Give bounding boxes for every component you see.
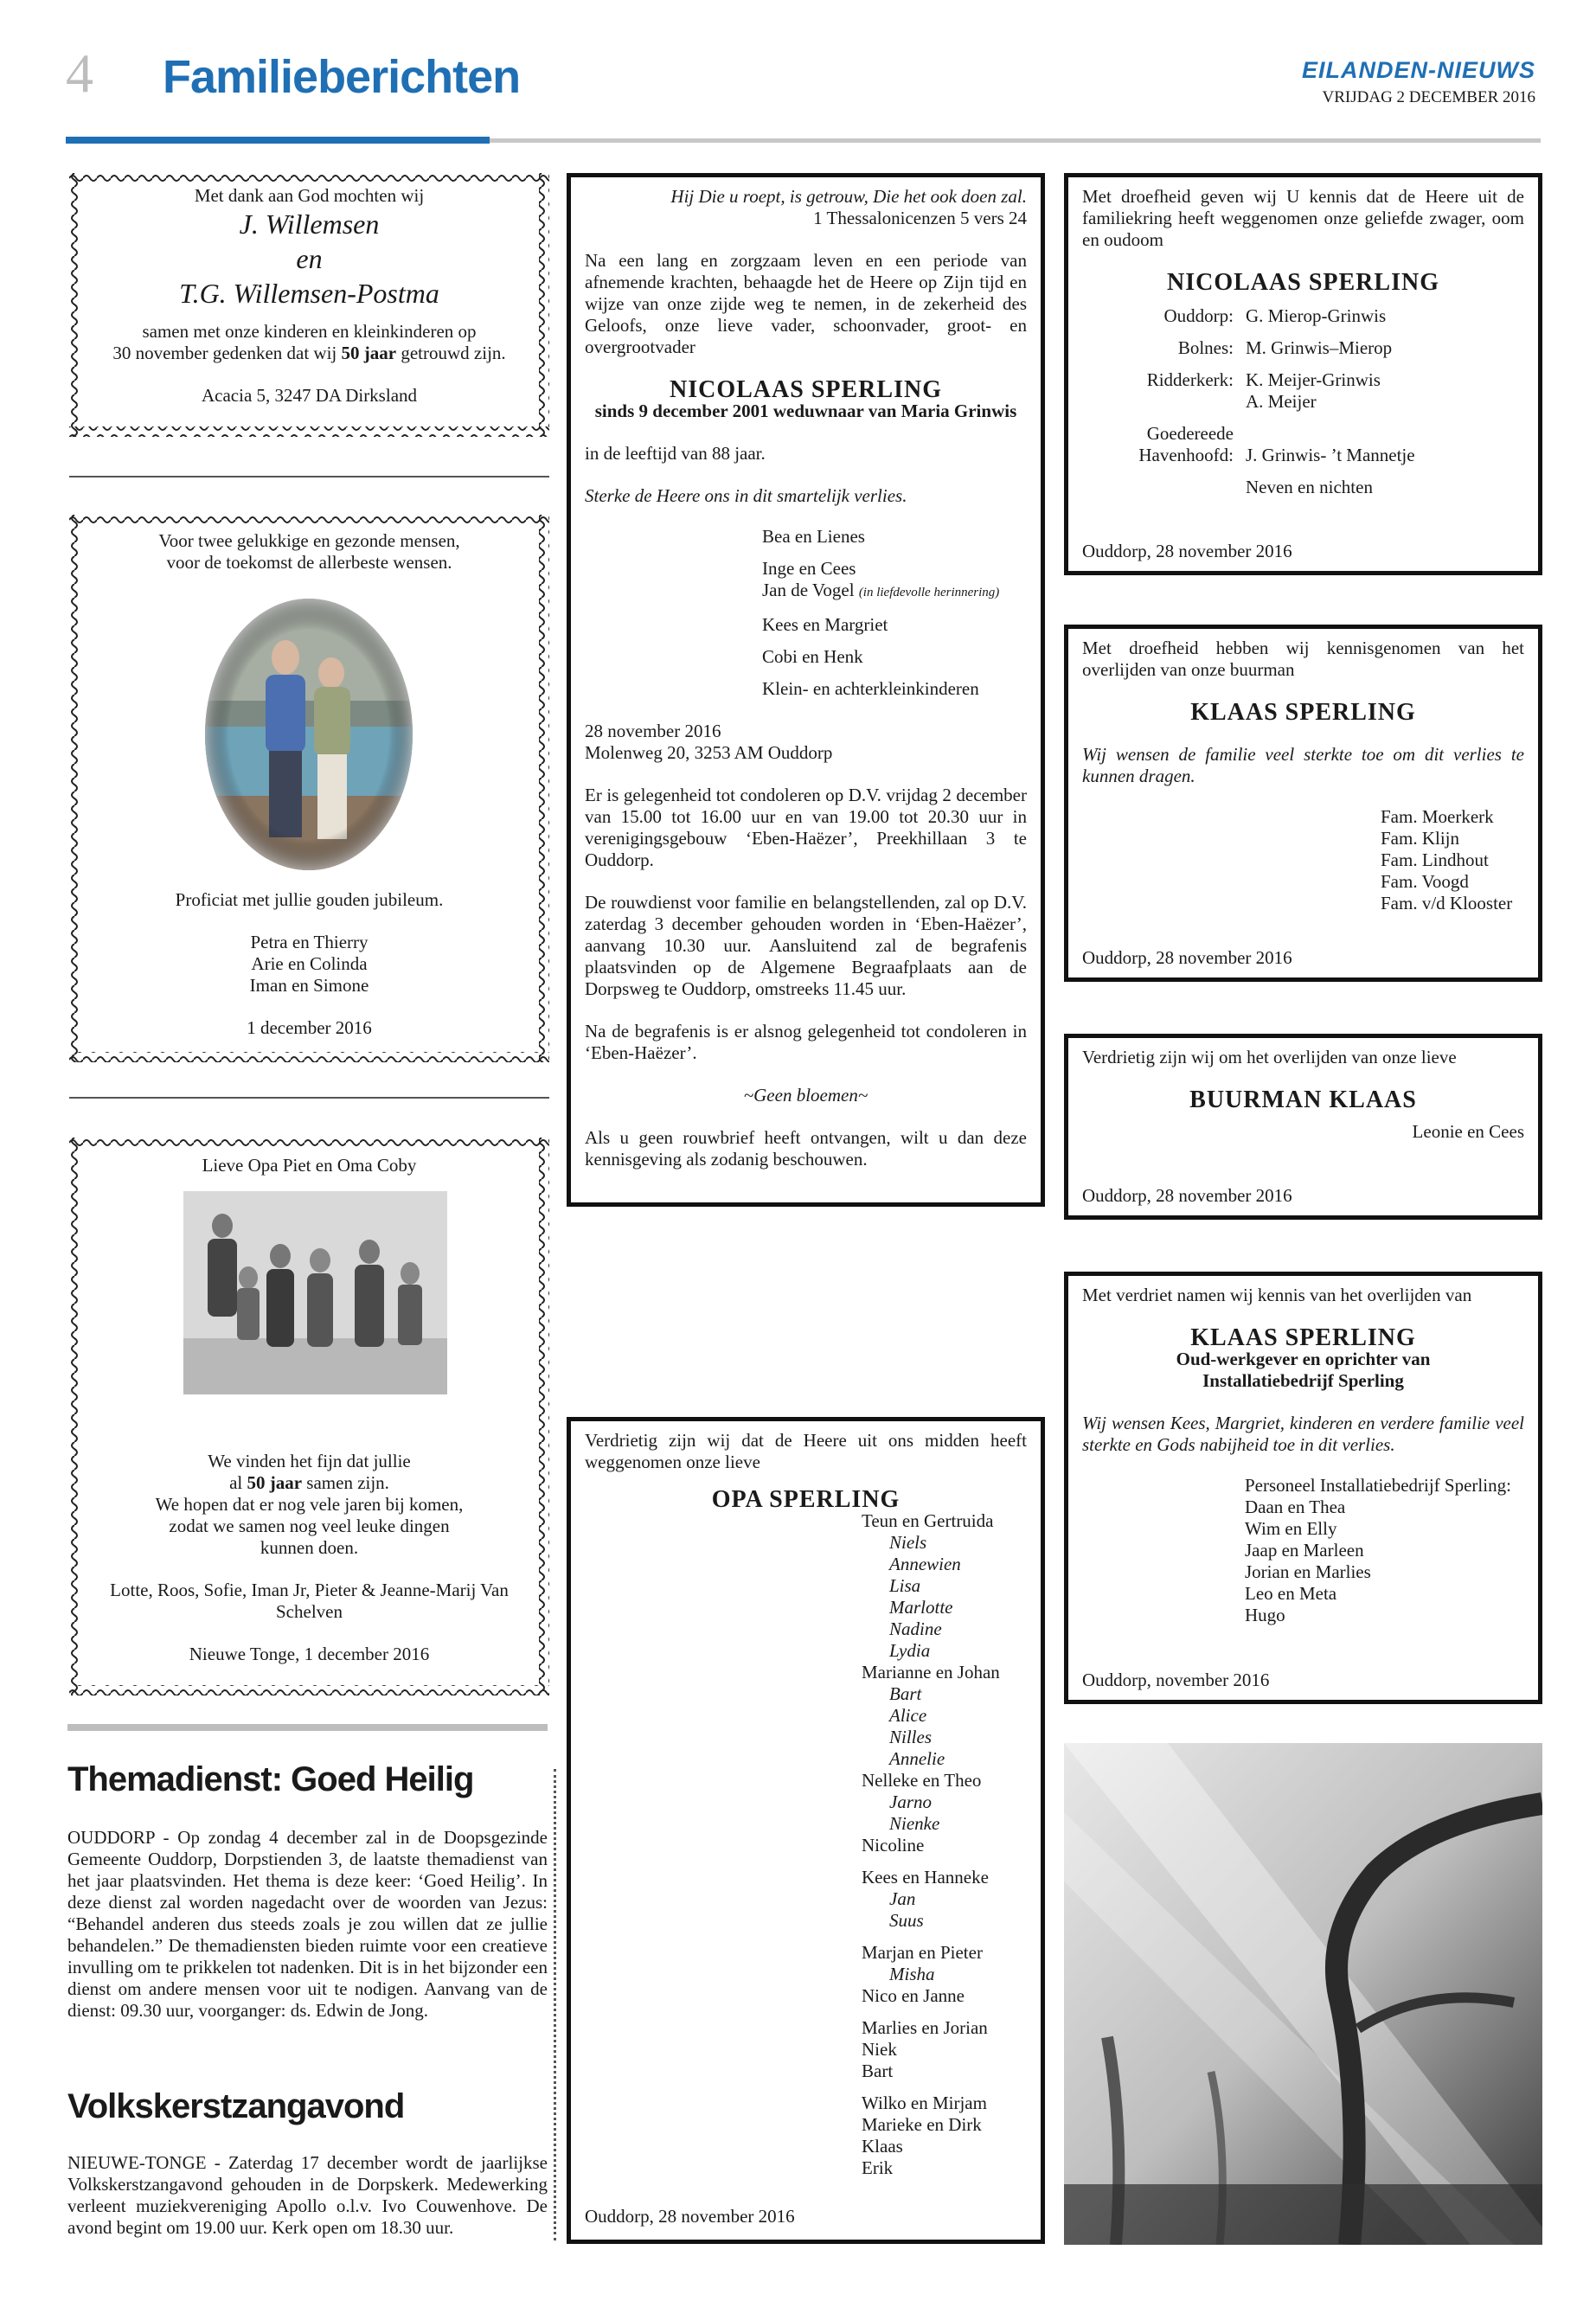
- family-parents: Nicoline: [862, 1835, 925, 1856]
- page-number: 4: [66, 42, 93, 104]
- ad3-greeting: Lieve Opa Piet en Oma Coby: [202, 1155, 417, 1176]
- grandchildren-photo: [183, 1191, 447, 1394]
- anniversary-ad-3: [69, 1138, 549, 1695]
- obituary-opa-sperling: [567, 1417, 1045, 2244]
- family-child: Suus: [889, 1910, 924, 1931]
- family-child: Alice: [889, 1705, 927, 1726]
- ad1-text-c: getrouwd zijn.: [396, 343, 506, 363]
- relative-name: J. Grinwis- ’t Mannetje: [1246, 445, 1415, 465]
- anniversary-ad-1: [69, 173, 549, 437]
- relative-place: [1082, 423, 1246, 466]
- n6-place-date: Ouddorp, november 2016: [1082, 1670, 1270, 1690]
- family-group: [862, 1835, 1027, 1856]
- family-parents: Marianne en Johan: [862, 1662, 1000, 1682]
- relative-place: [1082, 337, 1246, 359]
- family-parents: Kees en Hanneke: [862, 1867, 989, 1888]
- family-child: Marieke en Dirk: [862, 2114, 982, 2135]
- family-group: [862, 1867, 1027, 1932]
- n4-family-1: Fam. Moerkerk: [1381, 806, 1494, 827]
- ad3-place-date: Nieuwe Tonge, 1 december 2016: [189, 1644, 430, 1664]
- separator: [69, 1097, 549, 1099]
- section-title: Familieberichten: [163, 51, 521, 103]
- ad1-text-b-line: [95, 343, 523, 364]
- n6-staff-2: Wim en Elly: [1245, 1518, 1337, 1539]
- n4-family-2: Fam. Klijn: [1381, 828, 1460, 849]
- n3-relatives: [1082, 305, 1524, 466]
- relative-place-line: Ouddorp:: [1163, 305, 1234, 326]
- header-rule: [490, 138, 1541, 143]
- n3-intro: Met droefheid geven wij U kennis dat de Heere uit de familiekring heeft weggenomen onze geliefde zwager, oom en oudoom: [1082, 186, 1524, 250]
- family-group: [862, 1510, 1027, 1662]
- ad1-address: Acacia 5, 3247 DA Dirksland: [201, 385, 418, 406]
- relative-name: M. Grinwis–Mierop: [1246, 337, 1393, 358]
- n5-intro: Verdrietig zijn wij om het overlijden van onze lieve: [1082, 1047, 1457, 1067]
- relative-names: [1246, 305, 1386, 327]
- n1-noflowers: ~Geen bloemen~: [743, 1085, 869, 1106]
- obituary-klaas-company: [1064, 1272, 1542, 1704]
- ad2-name-3: Iman en Simone: [249, 975, 369, 996]
- relative-row: [1082, 305, 1524, 327]
- ad2-date: 1 december 2016: [247, 1017, 372, 1038]
- n4-wish: Wij wensen de familie veel sterkte toe om dit verlies te kunnen dragen.: [1082, 744, 1524, 786]
- ad3-l2-line: [95, 1472, 523, 1494]
- ad3-l1: We vinden het fijn dat jullie: [208, 1451, 411, 1471]
- family-parents: Nelleke en Theo: [862, 1770, 982, 1791]
- article1-body: OUDDORP - Op zondag 4 december zal in de Doopsgezinde Gemeente Ouddorp, Dorpstienden 3, de laatste themadienst van het jaar plaatsvinden. Het thema is deze keer: ‘Goed Heilig’. In deze dienst zal worden nagedacht over de woorden van Jezus: “Behandel anderen dus steeds zoals je zou willen dat ze jullie behandelen.” De themadiensten bieden ruimte voor een creatieve invulling om te prikkelen tot nadenken. Dit is in het bijzonder een dienst om andere mensen voor uit te nodigen. Aanvang van de dienst: 09.30 uur, voorganger: ds. Edwin de Jong.: [67, 1827, 548, 2021]
- n1-ref: 1 Thessalonicenzen 5 vers 24: [813, 208, 1027, 228]
- family-parents: Marjan en Pieter: [862, 1942, 983, 1963]
- family-group: [862, 1770, 1027, 1835]
- n6-staff-5: Leo en Meta: [1245, 1583, 1337, 1604]
- family-child: Jarno: [889, 1791, 932, 1812]
- relative-name: A. Meijer: [1246, 391, 1317, 412]
- family-parents: Wilko en Mirjam: [862, 2093, 987, 2113]
- article1-title: Themadienst: Goed Heilig: [67, 1760, 474, 1798]
- n4-place-date: Ouddorp, 28 november 2016: [1082, 947, 1292, 968]
- family-group: [862, 2017, 1027, 2082]
- relative-names: [1246, 423, 1415, 466]
- ad1-text-a: samen met onze kinderen en kleinkinderen op: [142, 321, 477, 342]
- column-divider: [554, 1769, 556, 2240]
- n1-address: Molenweg 20, 3253 AM Ouddorp: [585, 742, 833, 763]
- n1-intro: Na een lang en zorgzaam leven en een periode van afnemende krachten, behaagde het de Heere op Zijn tijd en wijze van onze zijde weg te nemen, in de zekerheid des Geloofs, onze lieve vader, schoonvader, groot- en overgrootvader: [585, 250, 1027, 357]
- n4-family-3: Fam. Lindhout: [1381, 849, 1489, 870]
- n6-staff-1: Daan en Thea: [1245, 1497, 1346, 1517]
- family-child: Bart: [889, 1683, 922, 1704]
- family-child: Niek: [862, 2039, 897, 2060]
- n6-role1: Oud-werkgever en oprichter van: [1176, 1349, 1431, 1369]
- separator: [69, 476, 549, 478]
- n5-name: BUURMAN KLAAS: [1189, 1086, 1417, 1113]
- n1-family-3: Jan de Vogel: [762, 580, 855, 600]
- ad2-line2: voor de toekomst de allerbeste wensen.: [166, 552, 452, 573]
- n4-family-5: Fam. v/d Klooster: [1381, 893, 1513, 913]
- n5-signers: Leonie en Cees: [1412, 1121, 1524, 1142]
- n1-family-list: [762, 526, 1027, 700]
- obituary-buurman-klaas: [1064, 1034, 1542, 1220]
- n6-wish: Wij wensen Kees, Margriet, kinderen en verdere familie veel sterkte en Gods nabijheid toe in dit verlies.: [1082, 1413, 1524, 1455]
- header-rule-accent: [66, 137, 490, 144]
- couple-photo: [203, 597, 415, 872]
- ad1-text-b: 30 november gedenken dat wij: [112, 343, 342, 363]
- family-child: Nilles: [889, 1727, 933, 1747]
- relative-place-line: Goedereede: [1146, 423, 1234, 444]
- n4-name: KLAAS SPERLING: [1190, 699, 1416, 726]
- ad2-congrats: Proficiat met jullie gouden jubileum.: [175, 889, 444, 910]
- ad3-l2a: al: [229, 1472, 247, 1493]
- newspaper-logo: EILANDEN-NIEUWS: [1302, 57, 1535, 83]
- n2-place-date: Ouddorp, 28 november 2016: [585, 2206, 795, 2227]
- n1-family-5: Cobi en Henk: [762, 646, 863, 667]
- n4-families: [1381, 806, 1524, 914]
- n6-name: KLAAS SPERLING: [1190, 1324, 1416, 1351]
- family-child: Klaas: [862, 2136, 903, 2157]
- ad3-l4: zodat we samen nog veel leuke dingen: [169, 1516, 450, 1536]
- family-parents: Marlies en Jorian: [862, 2017, 988, 2038]
- article-rule: [67, 1724, 548, 1731]
- ad3-l2b: 50 jaar: [247, 1472, 303, 1493]
- n1-family-3-line: [762, 580, 1027, 604]
- relative-place-line: Havenhoofd:: [1138, 445, 1234, 465]
- ad2-name-1: Petra en Thierry: [250, 932, 369, 952]
- relative-names: [1246, 369, 1381, 413]
- n3-place-date: Ouddorp, 28 november 2016: [1082, 541, 1292, 561]
- relative-place-line: Ridderkerk:: [1146, 369, 1234, 390]
- relative-place: [1082, 369, 1246, 413]
- relative-row: [1082, 337, 1524, 359]
- ad2-name-2: Arie en Colinda: [251, 953, 368, 974]
- n1-family-2: Inge en Cees: [762, 558, 856, 579]
- ad1-name1: J. Willemsen: [239, 208, 380, 240]
- ad1-line1: Met dank aan God mochten wij: [194, 185, 425, 206]
- anniversary-ad-2: [69, 515, 549, 1062]
- ad1-en: en: [296, 243, 323, 274]
- ad2-line1: Voor twee gelukkige en gezonde mensen,: [158, 530, 460, 551]
- n1-date: 28 november 2016: [585, 721, 721, 741]
- family-child: Niels: [889, 1532, 927, 1553]
- family-child: Annelie: [889, 1748, 945, 1769]
- family-parents: Nico en Janne: [862, 1985, 965, 2006]
- n6-staff: [1245, 1475, 1524, 1626]
- family-child: Nienke: [889, 1813, 940, 1834]
- ad3-l3: We hopen dat er nog vele jaren bij komen,: [155, 1494, 464, 1515]
- n1-closing: Als u geen rouwbrief heeft ontvangen, wilt u dan deze kennisgeving als zodanig beschouwen.: [585, 1127, 1027, 1170]
- ad3-l5: kunnen doen.: [260, 1537, 359, 1558]
- n5-place-date: Ouddorp, 28 november 2016: [1082, 1185, 1292, 1206]
- n2-intro: Verdrietig zijn wij dat de Heere uit ons midden heeft weggenomen onze lieve: [585, 1430, 1027, 1472]
- family-group: [862, 1942, 1027, 1985]
- family-parents: Teun en Gertruida: [862, 1510, 994, 1531]
- family-group: [862, 2093, 1027, 2179]
- relative-names: [1246, 337, 1392, 359]
- family-child: Bart: [862, 2061, 894, 2081]
- n3-name: NICOLAAS SPERLING: [1167, 269, 1439, 296]
- n1-family-1: Bea en Lienes: [762, 526, 865, 547]
- forest-sunbeam-photo: [1064, 1743, 1542, 2245]
- obituary-klaas-neighbours: [1064, 625, 1542, 982]
- n6-staff-4: Jorian en Marlies: [1245, 1561, 1371, 1582]
- n1-verse: Hij Die u roept, is getrouw, Die het ook doen zal.: [670, 186, 1027, 207]
- n6-staff-6: Hugo: [1245, 1605, 1285, 1625]
- family-child: Lydia: [889, 1640, 931, 1661]
- n1-condolence: Er is gelegenheid tot condoleren op D.V. vrijdag 2 december van 15.00 tot 16.00 uur en van 19.00 tot 20.30 uur in verenigingsgebouw ‘Eben-Haëzer’, Preekhillaan 3 te Ouddorp.: [585, 785, 1027, 870]
- family-child: Annewien: [889, 1554, 961, 1574]
- n1-widower: sinds 9 december 2001 weduwnaar van Maria Grinwis: [594, 401, 1017, 421]
- family-group: [862, 1985, 1027, 2007]
- relative-place-line: Bolnes:: [1177, 337, 1234, 358]
- n1-name: NICOLAAS SPERLING: [670, 376, 942, 403]
- family-child: Marlotte: [889, 1597, 953, 1618]
- relative-name: G. Mierop-Grinwis: [1246, 305, 1387, 326]
- ad1-name2: T.G. Willemsen-Postma: [179, 278, 439, 309]
- n1-prayer: Sterke de Heere ons in dit smartelijk verlies.: [585, 485, 907, 506]
- n3-nephews: Neven en nichten: [1246, 477, 1373, 497]
- n6-staff-3: Jaap en Marleen: [1245, 1540, 1364, 1561]
- relative-row: [1082, 423, 1524, 466]
- ad3-signers: Lotte, Roos, Sofie, Iman Jr, Pieter & Jeanne-Marij Van Schelven: [110, 1580, 509, 1622]
- obituary-nicolaas-family: [567, 173, 1045, 1207]
- family-child: Lisa: [889, 1575, 921, 1596]
- n1-memory: (in liefdevolle herinnering): [858, 586, 1000, 599]
- n2-family-list: [862, 1510, 1027, 2179]
- n6-role2: Installatiebedrijf Sperling: [1202, 1370, 1404, 1391]
- n1-age: in de leeftijd van 88 jaar.: [585, 443, 766, 464]
- article2-body: NIEUWE-TONGE - Zaterdag 17 december wordt de jaarlijkse Volkskerstzangavond gehouden in de Dorpskerk. Medewerking verleent muziekvereniging Apollo o.l.v. Ivo Couwenhove. De avond begint om 19.00 uur. Kerk open om 18.30 uur.: [67, 2152, 548, 2238]
- family-child: Jan: [889, 1888, 916, 1909]
- relative-row: [1082, 369, 1524, 413]
- relative-place: [1082, 305, 1246, 327]
- n4-intro: Met droefheid hebben wij kennisgenomen van het overlijden van onze buurman: [1082, 638, 1524, 680]
- relative-name: K. Meijer-Grinwis: [1246, 369, 1381, 390]
- ad1-text-bold: 50 jaar: [341, 343, 397, 363]
- n1-family-6: Klein- en achterkleinkinderen: [762, 678, 979, 699]
- obituary-nicolaas-relatives: [1064, 173, 1542, 575]
- family-child: Nadine: [889, 1618, 942, 1639]
- ad3-l2c: samen zijn.: [302, 1472, 389, 1493]
- family-child: Erik: [862, 2157, 894, 2178]
- family-group: [862, 1662, 1027, 1770]
- n4-family-4: Fam. Voogd: [1381, 871, 1469, 892]
- issue-date: VRIJDAG 2 DECEMBER 2016: [1322, 88, 1535, 106]
- n6-staff-title: Personeel Installatiebedrijf Sperling:: [1245, 1475, 1511, 1496]
- n1-after: Na de begrafenis is er alsnog gelegenheid tot condoleren in ‘Eben-Haëzer’.: [585, 1021, 1027, 1063]
- n2-name: OPA SPERLING: [711, 1486, 901, 1513]
- n1-funeral: De rouwdienst voor familie en belangstellenden, zal op D.V. zaterdag 3 december gehouden worden in ‘Eben-Haëzer’, aanvang 10.30 uur. Aansluitend zal de begrafenis plaatsvinden op de Algemene Begraafplaats aan de Dorpsweg te Ouddorp, omstreeks 11.45 uur.: [585, 892, 1027, 999]
- family-child: Misha: [889, 1964, 935, 1984]
- article2-title: Volkskerstzangavond: [67, 2087, 405, 2125]
- n1-family-4: Kees en Margriet: [762, 614, 888, 635]
- n6-intro: Met verdriet namen wij kennis van het overlijden van: [1082, 1285, 1472, 1305]
